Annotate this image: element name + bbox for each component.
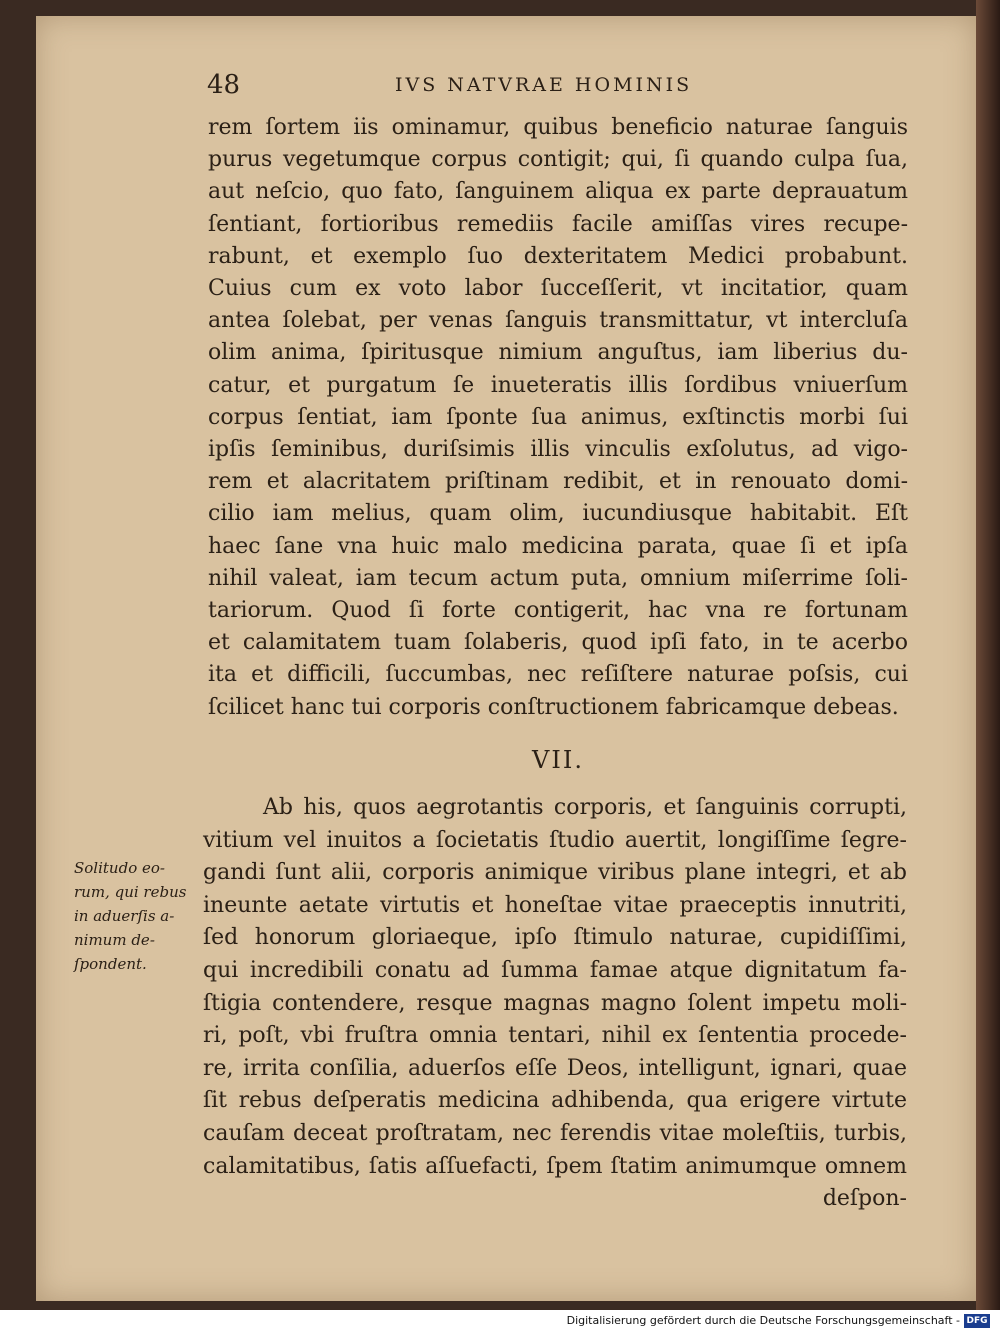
text-line: gandi ſunt alii, corporis animique viribus plane integri, et ab (203, 860, 907, 886)
text-line: rem ſortem iis ominamur, quibus beneficio naturae ſanguis (208, 115, 908, 140)
paragraph-1 (208, 112, 908, 724)
section-heading: VII. (532, 746, 584, 774)
text-line: haec ſane vna huic malo medicina parata, quae ſi et ipſa (208, 533, 908, 559)
marginal-note-line: in aduerſis a- (74, 907, 175, 925)
text-line: nihil valeat, iam tecum actum puta, omnium miſerrime ſoli- (208, 565, 908, 591)
marginal-note-line: nimum de- (74, 931, 155, 949)
text-line: ſed honorum gloriaeque, ipſo ſtimulo naturae, cupidiſſimi, (203, 925, 907, 951)
page-number: 48 (207, 70, 241, 100)
text-line: corpus ſentiat, iam ſponte ſua animus, exſtinctis morbi ſui (208, 404, 908, 430)
text-line: olim anima, ſpiritusque nimium anguſtus, iam liberius du- (208, 340, 908, 366)
funding-credit: Digitalisierung gefördert durch die Deutsche Forschungsgemeinschaft - (566, 1314, 960, 1327)
book-spine (976, 0, 1000, 1310)
text-line: calamitatibus, ſatis aſſuefacti, ſpem ſtatim animumque omnem (203, 1153, 907, 1179)
running-head: IVS NATVRAE HOMINIS (395, 74, 693, 96)
text-line: Cuius cum ex voto labor ſucceſſerit, vt incitatior, quam (208, 276, 908, 302)
text-line: antea ſolebat, per venas ſanguis transmittatur, vt intercluſa (208, 308, 908, 334)
text-line: ſit rebus deſperatis medicina adhibenda, qua erigere virtute (203, 1088, 907, 1114)
text-line: tariorum. Quod ſi forte contigerit, hac vna re fortunam (208, 598, 908, 624)
marginal-note-line: Solitudo eo- (74, 859, 165, 877)
text-line: cauſam deceat proſtratam, nec ferendis vitae moleſtiis, turbis, (203, 1120, 907, 1146)
catchword: deſpon- (822, 1186, 907, 1212)
text-line: catur, et purgatum ſe inueteratis illis ſordibus vniuerſum (208, 372, 908, 398)
text-line: ineunte aetate virtutis et honeſtae vitae praeceptis innutriti, (203, 892, 907, 918)
text-line: aut neſcio, quo fato, ſanguinem aliqua ex parte deprauatum (208, 179, 908, 205)
text-line: ſcilicet hanc tui corporis conſtructionem fabricamque debeas. (208, 694, 899, 720)
text-line: ſentiant, fortioribus remediis facile amiſſas vires recupe- (208, 211, 908, 237)
text-line: ipſis ſeminibus, duriſsimis illis vinculis exſolutus, ad vigo- (208, 437, 908, 463)
text-line: vitium vel inuitos a ſocietatis ſtudio auertit, longiſſime ſegre- (203, 827, 907, 853)
text-line: ſtigia contendere, resque magnas magno ſolent impetu moli- (203, 990, 907, 1016)
text-line: rem et alacritatem priſtinam redibit, et in renouato domi- (208, 469, 908, 495)
paragraph-2 (203, 792, 907, 1216)
text-line: rabunt, et exemplo ſuo dexteritatem Medici probabunt. (208, 243, 908, 269)
text-line: cilio iam melius, quam olim, iucundiusque habitabit. Eſt (208, 501, 908, 527)
marginal-note-line: rum, qui rebus (74, 883, 187, 901)
text-line: qui incredibili conatu ad ſumma famae atque dignitatum fa- (203, 957, 907, 983)
text-line: Ab his, quos aegrotantis corporis, et ſanguinis corrupti, (263, 795, 907, 820)
marginal-note (74, 856, 206, 976)
text-line: et calamitatem tuam ſolaberis, quod ipſi fato, in te acerbo (208, 630, 908, 656)
text-line: ita et difficili, ſuccumbas, nec reſiſtere naturae poſsis, cui (208, 662, 908, 688)
dfg-logo[interactable]: DFG (964, 1314, 990, 1328)
text-line: ri, poſt, vbi fruſtra omnia tentari, nihil ex ſententia procede- (203, 1023, 907, 1049)
marginal-note-line: ſpondent. (74, 955, 147, 973)
text-line: re, irrita conſilia, aduerſos eſſe Deos, intelligunt, ignari, quae (203, 1055, 907, 1081)
text-line: purus vegetumque corpus contigit; qui, ſi quando culpa ſua, (208, 147, 908, 173)
